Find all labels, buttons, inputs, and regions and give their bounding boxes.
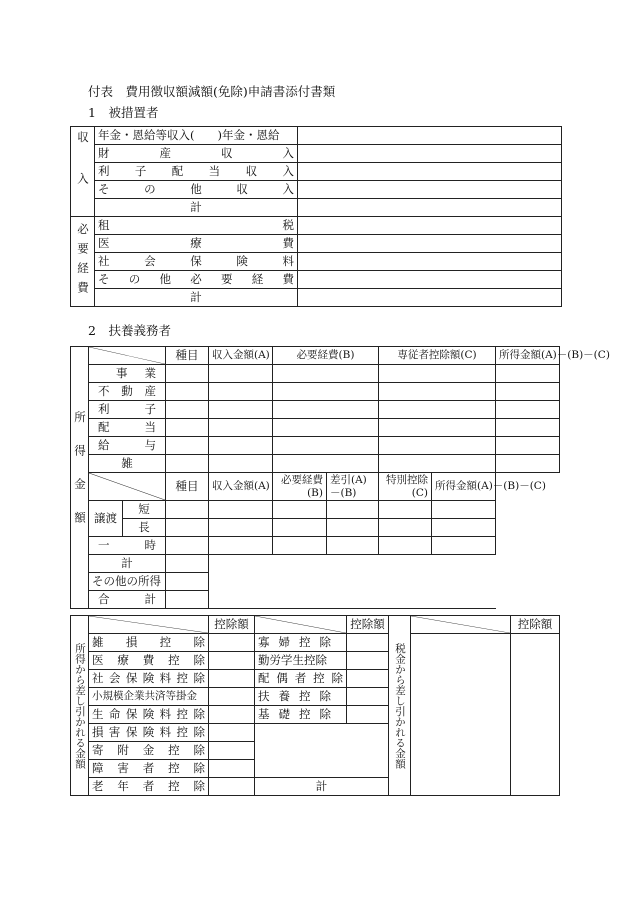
diagonal-line xyxy=(89,616,208,633)
spaced-label: 社 会 保 険 料 控 除 xyxy=(92,671,205,685)
cell[interactable] xyxy=(209,778,255,796)
cell[interactable] xyxy=(166,555,209,573)
cell[interactable] xyxy=(209,688,255,706)
cell[interactable] xyxy=(166,573,209,591)
section-2-heading: 2 扶養義務者 xyxy=(88,323,171,338)
spaced-label: 寄 附 金 控 除 xyxy=(92,743,205,757)
row-label-temporary xyxy=(89,537,166,555)
spaced-label: 配 偶 者 控 除 xyxy=(258,671,343,685)
spaced-label: 給 与 xyxy=(98,438,156,452)
cell[interactable] xyxy=(432,519,496,537)
spaced-label: 配 当 xyxy=(98,420,156,434)
diagonal-header-cell xyxy=(411,616,511,634)
col-header-type: 種目 xyxy=(166,347,209,365)
section-1-heading: 1 被措置者 xyxy=(88,105,159,120)
diagonal-line xyxy=(411,616,510,633)
spaced-label: 利 子 xyxy=(98,402,156,416)
cell[interactable] xyxy=(166,501,209,519)
deduction-spouse xyxy=(255,670,347,688)
row-label-misc: 雑 xyxy=(89,455,166,473)
cell[interactable] xyxy=(273,419,379,437)
row-label-transfer: 譲渡 xyxy=(89,501,123,537)
cell[interactable] xyxy=(209,455,273,473)
blank-area xyxy=(209,555,496,573)
col-header-revenue: 収入金額(A) xyxy=(209,347,273,365)
diagonal-header-cell xyxy=(89,473,166,501)
spaced-label: 租 税 xyxy=(98,218,294,232)
table-guardian-income xyxy=(70,346,610,609)
deduct-from-tax-label: 税金から差し引かれる金額 xyxy=(389,616,411,796)
spaced-label: そ の 他 収 入 xyxy=(98,182,294,196)
cell[interactable] xyxy=(166,401,209,419)
row-label-short: 短 xyxy=(123,501,166,519)
spaced-label: 利 子 配 当 収 入 xyxy=(98,164,294,178)
cell[interactable] xyxy=(379,437,496,455)
row-label-long: 長 xyxy=(123,519,166,537)
cell[interactable] xyxy=(347,688,389,706)
cell[interactable] xyxy=(209,724,255,742)
cell[interactable] xyxy=(273,401,379,419)
col-header-income: 所得金額(A)－(B)－(C) xyxy=(496,347,560,365)
deduction-social-insurance xyxy=(89,670,209,688)
cell[interactable] xyxy=(273,501,327,519)
deduction-elderly xyxy=(89,778,209,796)
cell[interactable] xyxy=(209,437,273,455)
amount-cell[interactable] xyxy=(298,181,562,199)
row-label-other-income: その他の所得 xyxy=(89,573,166,591)
cell[interactable] xyxy=(432,501,496,519)
cell[interactable] xyxy=(209,670,255,688)
row-label-grand-total xyxy=(89,591,166,609)
deduction-disability xyxy=(89,760,209,778)
col-header-revenue-2: 収入金額(A) xyxy=(209,473,273,501)
row-label-real-estate xyxy=(89,383,166,401)
amount-cell[interactable] xyxy=(298,289,562,307)
diagonal-line xyxy=(255,616,346,633)
cell[interactable] xyxy=(209,365,273,383)
cell[interactable] xyxy=(347,652,389,670)
col-header-diff: 差引(A)－(B) xyxy=(327,473,379,501)
row-label-business xyxy=(89,365,166,383)
income-row-pension: 年金・恩給等収入( )年金・恩給 xyxy=(95,127,298,145)
spaced-label: 雑 損 控 除 xyxy=(92,635,205,649)
cell[interactable] xyxy=(209,419,273,437)
cell[interactable] xyxy=(209,537,273,555)
spaced-label: 事 業 xyxy=(116,366,156,380)
cell[interactable] xyxy=(273,365,379,383)
amount-cell[interactable] xyxy=(298,163,562,181)
expense-side-label: 必要経費 xyxy=(71,217,95,307)
amount-cell[interactable] xyxy=(298,145,562,163)
col-header-income-2: 所得金額(A)－(B)－(C) xyxy=(432,473,496,501)
diagonal-header-cell xyxy=(89,616,209,634)
row-label-interest xyxy=(89,401,166,419)
diagonal-header-cell xyxy=(255,616,347,634)
cell[interactable] xyxy=(379,365,496,383)
row-label-dividend xyxy=(89,419,166,437)
cell[interactable] xyxy=(327,537,379,555)
deduction-casualty-insurance xyxy=(89,724,209,742)
amount-cell[interactable] xyxy=(298,271,562,289)
cell[interactable] xyxy=(166,455,209,473)
cell[interactable] xyxy=(347,706,389,724)
deduction-donation xyxy=(89,742,209,760)
spaced-label: 寡 婦 控 除 xyxy=(258,635,331,649)
deduction-dependent xyxy=(255,688,347,706)
cell[interactable] xyxy=(209,742,255,760)
expense-row-insurance xyxy=(95,253,298,271)
cell[interactable] xyxy=(379,501,432,519)
amount-cell[interactable] xyxy=(298,217,562,235)
cell[interactable] xyxy=(347,634,389,652)
diagonal-line xyxy=(89,347,165,364)
deduction-basic xyxy=(255,706,347,724)
cell[interactable] xyxy=(166,419,209,437)
cell[interactable] xyxy=(166,537,209,555)
cell[interactable] xyxy=(327,501,379,519)
cell[interactable] xyxy=(273,455,379,473)
cell[interactable] xyxy=(209,760,255,778)
income-row-interest xyxy=(95,163,298,181)
cell[interactable] xyxy=(209,401,273,419)
blank-area xyxy=(255,724,389,778)
tax-deduction-area[interactable] xyxy=(411,634,511,796)
amount-cell[interactable] xyxy=(298,235,562,253)
cell[interactable] xyxy=(166,383,209,401)
income-row-property xyxy=(95,145,298,163)
spaced-label: 扶 養 控 除 xyxy=(258,689,331,703)
spaced-label: そ の 他 必 要 経 費 xyxy=(98,272,294,286)
cell[interactable] xyxy=(209,652,255,670)
cell[interactable] xyxy=(209,634,255,652)
income-row-other xyxy=(95,181,298,199)
col-header-expenses: 必要経費(B) xyxy=(273,347,379,365)
spaced-label: 老 年 者 控 除 xyxy=(92,779,205,793)
col-header-type-2: 種目 xyxy=(166,473,209,501)
col-header-deduction: 控除額 xyxy=(209,616,255,634)
amount-cell[interactable] xyxy=(298,253,562,271)
cell[interactable] xyxy=(209,519,273,537)
cell[interactable] xyxy=(379,455,496,473)
amount-cell[interactable] xyxy=(298,127,562,145)
row-label-subtotal: 計 xyxy=(89,555,166,573)
cell[interactable] xyxy=(379,419,496,437)
cell[interactable] xyxy=(432,537,496,555)
spaced-label: 社 会 保 険 料 xyxy=(98,254,294,268)
cell[interactable] xyxy=(166,591,209,609)
cell[interactable] xyxy=(347,670,389,688)
cell[interactable] xyxy=(379,519,432,537)
cell[interactable] xyxy=(496,455,560,473)
expense-row-tax xyxy=(95,217,298,235)
cell[interactable] xyxy=(166,437,209,455)
spaced-label: 一 時 xyxy=(98,538,156,552)
deduction-total-label: 計 xyxy=(255,778,389,796)
deduct-from-income-label: 所得から差し引かれる金額 xyxy=(71,616,89,796)
row-label-salary xyxy=(89,437,166,455)
cell[interactable] xyxy=(327,519,379,537)
cell[interactable] xyxy=(496,365,560,383)
spaced-label: 障 害 者 控 除 xyxy=(92,761,205,775)
expense-row-other xyxy=(95,271,298,289)
cell[interactable] xyxy=(166,519,209,537)
col-header-special-deduction: 特別控除(C) xyxy=(379,473,432,501)
cell[interactable] xyxy=(166,365,209,383)
amount-cell[interactable] xyxy=(298,199,562,217)
cell[interactable] xyxy=(496,383,560,401)
cell[interactable] xyxy=(273,519,327,537)
document-title: 付表 費用徴収額減額(免除)申請書添付書類 xyxy=(88,84,336,99)
col-header-family-deduction: 専従者控除額(C) xyxy=(379,347,496,365)
cell[interactable] xyxy=(273,537,327,555)
diagonal-line xyxy=(89,473,165,500)
expense-row-medical xyxy=(95,235,298,253)
cell[interactable] xyxy=(209,706,255,724)
blank-area xyxy=(209,573,496,591)
col-header-deduction: 控除額 xyxy=(347,616,389,634)
spaced-label: 生 命 保 険 料 控 除 xyxy=(92,707,205,721)
expense-total-label: 計 xyxy=(95,289,298,307)
table-deductions xyxy=(70,615,560,796)
income-side-label: 収入 xyxy=(71,127,95,217)
spaced-label: 医 療 費 控 除 xyxy=(92,653,205,667)
cell[interactable] xyxy=(379,401,496,419)
tax-deduction-amount[interactable] xyxy=(511,634,560,796)
spaced-label: 合 計 xyxy=(98,592,156,606)
deduction-casualty xyxy=(89,634,209,652)
spaced-label: 基 礎 控 除 xyxy=(258,707,331,721)
cell[interactable] xyxy=(496,437,560,455)
deduction-student: 勤労学生控除 xyxy=(255,652,347,670)
spaced-label: 損 害 保 険 料 控 除 xyxy=(92,725,205,739)
cell[interactable] xyxy=(209,383,273,401)
cell[interactable] xyxy=(496,401,560,419)
cell[interactable] xyxy=(273,437,379,455)
deduction-widow xyxy=(255,634,347,652)
spaced-label: 不 動 産 xyxy=(98,384,156,398)
table-recipient xyxy=(70,126,562,307)
cell[interactable] xyxy=(209,501,273,519)
cell[interactable] xyxy=(379,537,432,555)
spaced-label: 財 産 収 入 xyxy=(98,146,294,160)
deduction-medical xyxy=(89,652,209,670)
cell[interactable] xyxy=(273,383,379,401)
cell[interactable] xyxy=(496,419,560,437)
deduction-small-business: 小規模企業共済等掛金 xyxy=(89,688,209,706)
income-total-label: 計 xyxy=(95,199,298,217)
blank-area xyxy=(209,591,496,609)
col-header-expenses-2: 必要経費(B) xyxy=(273,473,327,501)
deduction-life-insurance xyxy=(89,706,209,724)
cell[interactable] xyxy=(379,383,496,401)
income-amount-side-label: 所得金額 xyxy=(71,347,89,609)
col-header-deduction: 控除額 xyxy=(511,616,560,634)
spaced-label: 医 療 費 xyxy=(98,236,294,250)
diagonal-header-cell xyxy=(89,347,166,365)
